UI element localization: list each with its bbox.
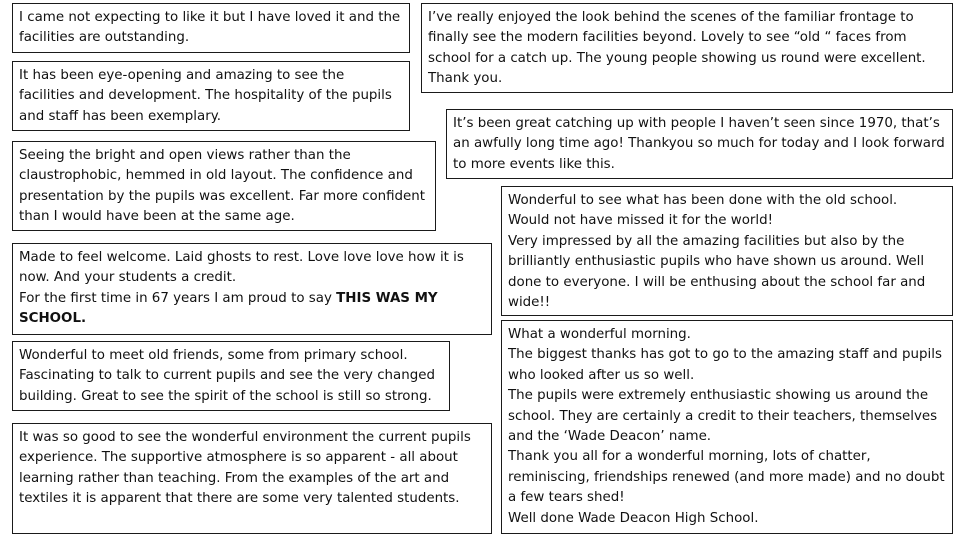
comment-text: I came not expecting to like it but I have loved it and the facilities are outstanding. [19, 10, 401, 46]
comment-text: Would not have missed it for the world! [508, 213, 773, 229]
comment-text: I’ve really enjoyed the look behind the scenes of the familiar frontage to finally see the modern facilities beyond. Lovely to see “old “ faces from school for a catch up. The young people showing us round were excellent. Thank you. [428, 10, 926, 87]
comment-text: The pupils were extremely enthusiastic showing us around the school. They are certainly a credit to their teachers, themselves and the ‘Wade Deacon’ name. [508, 388, 938, 445]
comment-text: Wonderful to see what has been done with the old school. [508, 193, 898, 208]
comment-emphasis: THIS WAS MY SCHOOL. [19, 290, 438, 327]
comment-card-10 [501, 320, 953, 534]
comment-text: Wonderful to meet old friends, some from primary school. Fascinating to talk to current pupils and see the very changed building. Great to see the spirit of the school is still so strong. [19, 348, 435, 404]
comment-card-2 [12, 61, 410, 131]
comment-text: It has been eye-opening and amazing to see the facilities and development. The hospitality of the pupils and staff has been exemplary. [19, 68, 392, 124]
comment-text: Well done Wade Deacon High School. [508, 510, 759, 526]
comment-text [19, 289, 485, 330]
comment-text: Seeing the bright and open views rather than the claustrophobic, hemmed in old layout. The confidence and presentation by the pupils was excellent. Far more confident than I would have been at the same age. [19, 148, 426, 225]
comment-card-7 [421, 3, 953, 93]
comment-text: Made to feel welcome. Laid ghosts to rest. Love love love how it is now. And your students a credit. [19, 250, 464, 286]
comment-card-8 [446, 109, 953, 179]
comment-card-3 [12, 141, 436, 231]
comment-text: It’s been great catching up with people I haven’t seen since 1970, that’s an awfully long time ago! Thankyou so much for today and I look forward to more events like this. [453, 116, 945, 172]
comment-text: Thank you all for a wonderful morning, lots of chatter, reminiscing, friendships renewed (and more made) and no doubt a few tears shed! [508, 449, 945, 506]
comment-text: What a wonderful morning. [508, 327, 691, 342]
comment-card-5 [12, 341, 450, 411]
comment-text: Very impressed by all the amazing facilities but also by the brilliantly enthusiastic pupils who have shown us around. Well done to everyone. I will be enthusing about the school far and wide!! [508, 233, 926, 311]
comment-text: It was so good to see the wonderful environment the current pupils experience. The supportive atmosphere is so apparent - all about learning rather than teaching. From the examples of the art and textiles it is apparent that there are some very talented students. [19, 430, 471, 507]
comment-card-4 [12, 243, 492, 335]
comment-card-9 [501, 186, 953, 316]
comment-text-part: For the first time in 67 years I am proud to say [19, 290, 332, 306]
comment-card-6 [12, 423, 492, 534]
comment-text: The biggest thanks has got to go to the amazing staff and pupils who looked after us so well. [508, 347, 942, 383]
comment-card-1 [12, 3, 410, 53]
